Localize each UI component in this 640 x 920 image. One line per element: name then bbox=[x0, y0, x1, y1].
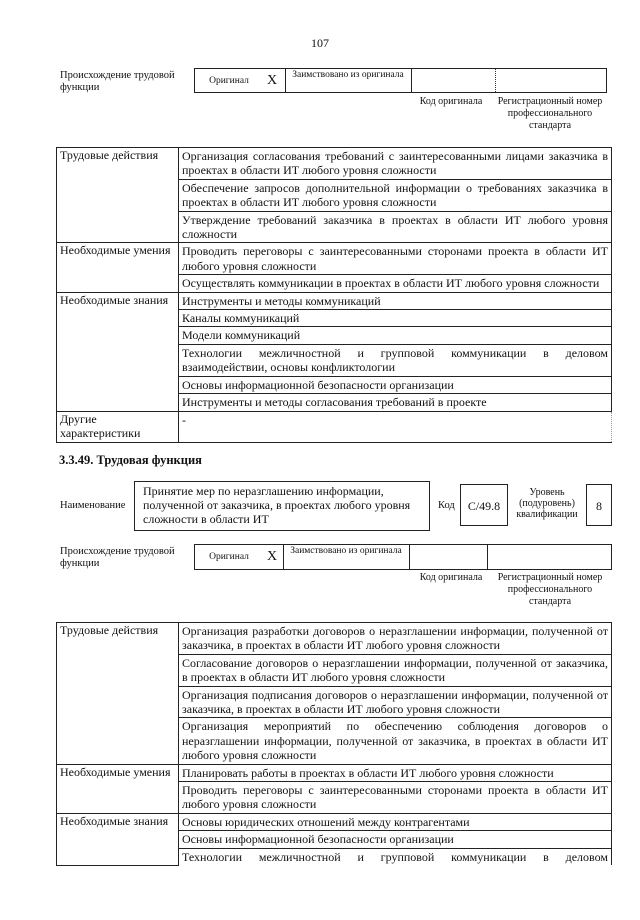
requirements-table-1 bbox=[56, 147, 612, 443]
code-original-label: Код оригинала bbox=[419, 572, 483, 583]
page-number: 107 bbox=[311, 36, 329, 50]
table-cell: Модели коммуникаций bbox=[179, 327, 612, 344]
original-label: Оригинал bbox=[209, 552, 249, 562]
code-label: Код bbox=[438, 500, 455, 511]
origin-label: Происхождение трудовой функции bbox=[60, 70, 175, 93]
section-heading: 3.3.49. Трудовая функция bbox=[59, 453, 202, 467]
table-cell: Организация согласования требований с заинтересованными лицами заказчика в проектах в области ИТ любого уровня сложности bbox=[179, 148, 612, 180]
table-cell: Осуществлять коммуникации в проектах в области ИТ любого уровня сложности bbox=[179, 275, 612, 292]
table-cell: Планировать работы в проектах в области ИТ любого уровня сложности bbox=[179, 764, 612, 781]
table-cell: Инструменты и методы согласования требований в проекте bbox=[179, 394, 612, 411]
reg-number-label: Регистрационный номер профессионального стандарта bbox=[497, 96, 603, 131]
row-label: Трудовые действия bbox=[57, 148, 179, 243]
row-label: Необходимые умения bbox=[57, 243, 179, 292]
borrowed-label: Заимствовано из оригинала bbox=[292, 70, 404, 80]
level-value: 8 bbox=[586, 484, 612, 526]
table-cell: - bbox=[179, 411, 612, 442]
reg-number-label: Регистрационный номер профессионального стандарта bbox=[497, 572, 603, 607]
original-mark: X bbox=[266, 549, 278, 564]
table-cell: Организация мероприятий по обеспечению соблюдения договоров о неразглашении информации, полученной от заказчика, в проектах в области ИТ любого уровня сложности bbox=[179, 718, 612, 764]
requirements-table-2 bbox=[56, 622, 612, 866]
table-cell: Согласование договоров о неразглашении информации, полученной от заказчика, в проектах в области ИТ любого уровня сложности bbox=[179, 654, 612, 686]
row-label: Необходимые знания bbox=[57, 813, 179, 865]
code-value: С/49.8 bbox=[460, 484, 508, 526]
table-cell: Обеспечение запросов дополнительной информации о требованиях заказчика в проектах в области ИТ любого уровня сложности bbox=[179, 179, 612, 211]
row-label: Трудовые действия bbox=[57, 623, 179, 765]
table-cell: Технологии межличностной и групповой коммуникации в деловом bbox=[179, 848, 612, 865]
name-label: Наименование bbox=[60, 500, 126, 511]
row-label: Другие характеристики bbox=[57, 411, 179, 442]
table-cell: Инструменты и методы коммуникаций bbox=[179, 292, 612, 309]
borrowed-label: Заимствовано из оригинала bbox=[290, 546, 402, 556]
origin-table bbox=[194, 544, 612, 570]
origin-label: Происхождение трудовой функции bbox=[60, 546, 175, 569]
original-label: Оригинал bbox=[209, 76, 249, 86]
table-cell: Организация подписания договоров о неразглашении информации, полученной от заказчика, в проектах в области ИТ любого уровня сложности bbox=[179, 686, 612, 718]
level-label: Уровень (подуровень) квалификации bbox=[516, 487, 578, 520]
table-cell: Основы информационной безопасности организации bbox=[179, 831, 612, 848]
code-original-label: Код оригинала bbox=[419, 96, 483, 107]
table-cell: Проводить переговоры с заинтересованными сторонами проекта в области ИТ любого уровня сложности bbox=[179, 243, 612, 275]
origin-table bbox=[194, 68, 607, 93]
name-value: Принятие мер по неразглашению информации, полученной от заказчика, в проектах любого уровня сложности в области ИТ bbox=[134, 481, 430, 531]
table-cell: Технологии межличностной и групповой коммуникации в деловом взаимодействии, основы конфликтологии bbox=[179, 344, 612, 376]
table-cell: Организация разработки договоров о неразглашении информации, полученной от заказчика, в проектах в области ИТ любого уровня сложности bbox=[179, 623, 612, 655]
table-cell: Утверждение требований заказчика в проектах в области ИТ любого уровня сложности bbox=[179, 211, 612, 243]
row-label: Необходимые знания bbox=[57, 292, 179, 411]
original-mark: X bbox=[266, 73, 278, 88]
table-cell: Проводить переговоры с заинтересованными сторонами проекта в области ИТ любого уровня сложности bbox=[179, 782, 612, 814]
table-cell: Основы юридических отношений между контрагентами bbox=[179, 813, 612, 830]
table-cell: Основы информационной безопасности организации bbox=[179, 376, 612, 393]
table-cell: Каналы коммуникаций bbox=[179, 310, 612, 327]
row-label: Необходимые умения bbox=[57, 764, 179, 813]
